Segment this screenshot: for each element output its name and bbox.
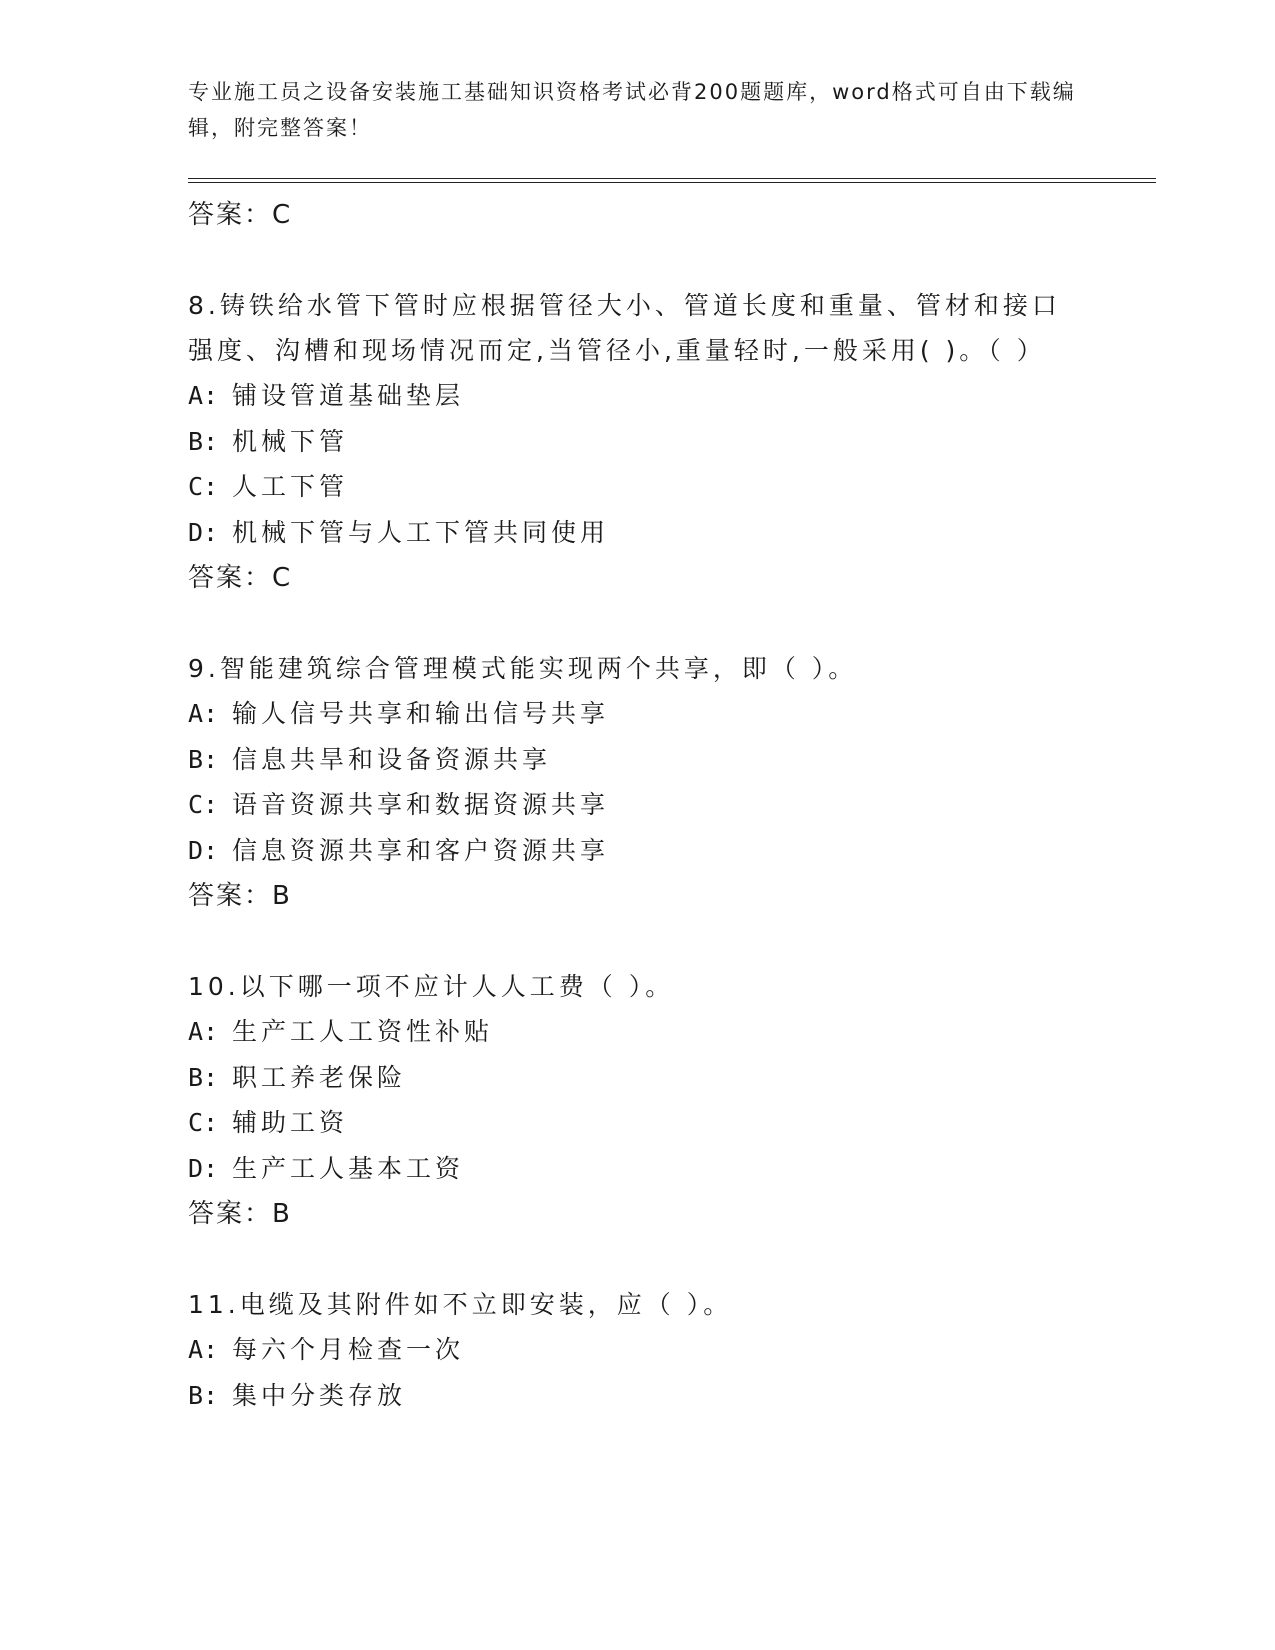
header-rule-top [188, 178, 1156, 179]
answer: 答案：B [188, 881, 292, 911]
question-list [188, 188, 1068, 1418]
option-d [188, 510, 1068, 556]
option-a [188, 373, 1068, 419]
option-letter: C: [188, 1108, 219, 1137]
option-d [188, 828, 1068, 874]
option-text: 语音资源共享和数据资源共享 [232, 790, 610, 819]
option-d [188, 1146, 1068, 1192]
option-b [188, 1055, 1068, 1101]
option-c [188, 782, 1068, 828]
option-text: 信息资源共享和客户资源共享 [232, 835, 610, 865]
option-text: 职工养老保险 [232, 1062, 407, 1092]
question-11 [188, 1282, 1068, 1418]
option-a [188, 691, 1068, 737]
option-text: 输人信号共享和输出信号共享 [232, 699, 610, 728]
answer: 答案：B [188, 1199, 292, 1229]
option-letter: C: [188, 790, 219, 819]
option-letter: B: [188, 1380, 219, 1410]
option-text: 机械下管与人工下管共同使用 [232, 517, 610, 547]
option-letter: B: [188, 426, 219, 456]
question-8 [188, 283, 1068, 601]
option-letter: A: [188, 1017, 219, 1046]
option-text: 人工下管 [232, 472, 349, 501]
question-text: 8.铸铁给水管下管时应根据管径大小、管道长度和重量、管材和接口强度、沟槽和现场情况而定,当管径小,重量轻时,一般采用( )。（ ） [188, 291, 1061, 365]
option-text: 辅助工资 [232, 1108, 349, 1137]
option-c [188, 1100, 1068, 1146]
question-9 [188, 646, 1068, 919]
option-b [188, 737, 1068, 783]
option-letter: C: [188, 472, 219, 501]
question-text: 10.以下哪一项不应计人人工费（ ）。 [188, 972, 675, 1001]
option-letter: B: [188, 744, 219, 774]
option-text: 机械下管 [232, 426, 349, 456]
option-letter: D: [188, 517, 219, 547]
option-text: 每六个月检查一次 [232, 1335, 465, 1364]
question-text: 11.电缆及其附件如不立即安装，应（ ）。 [188, 1290, 733, 1319]
option-text: 集中分类存放 [232, 1380, 407, 1410]
option-letter: A: [188, 1335, 219, 1364]
document-header: 专业施工员之设备安装施工基础知识资格考试必背200题题库，word格式可自由下载编辑，附完整答案！ [188, 80, 1076, 140]
header-rule-bottom [188, 182, 1156, 183]
option-a [188, 1009, 1068, 1055]
option-b [188, 419, 1068, 465]
option-a [188, 1327, 1068, 1373]
option-text: 铺设管道基础垫层 [232, 381, 465, 410]
option-letter: A: [188, 381, 219, 410]
option-text: 信息共旱和设备资源共享 [232, 744, 552, 774]
answer: 答案：C [188, 563, 293, 593]
option-letter: D: [188, 1153, 219, 1183]
option-letter: B: [188, 1062, 219, 1092]
question-10 [188, 964, 1068, 1237]
question-text: 9.智能建筑综合管理模式能实现两个共享，即（ ）。 [188, 654, 858, 683]
option-letter: A: [188, 699, 219, 728]
option-b [188, 1373, 1068, 1419]
previous-answer: 答案：C [188, 200, 293, 230]
option-c [188, 464, 1068, 510]
option-text: 生产工人工资性补贴 [232, 1017, 494, 1046]
option-text: 生产工人基本工资 [232, 1153, 465, 1183]
option-letter: D: [188, 835, 219, 865]
